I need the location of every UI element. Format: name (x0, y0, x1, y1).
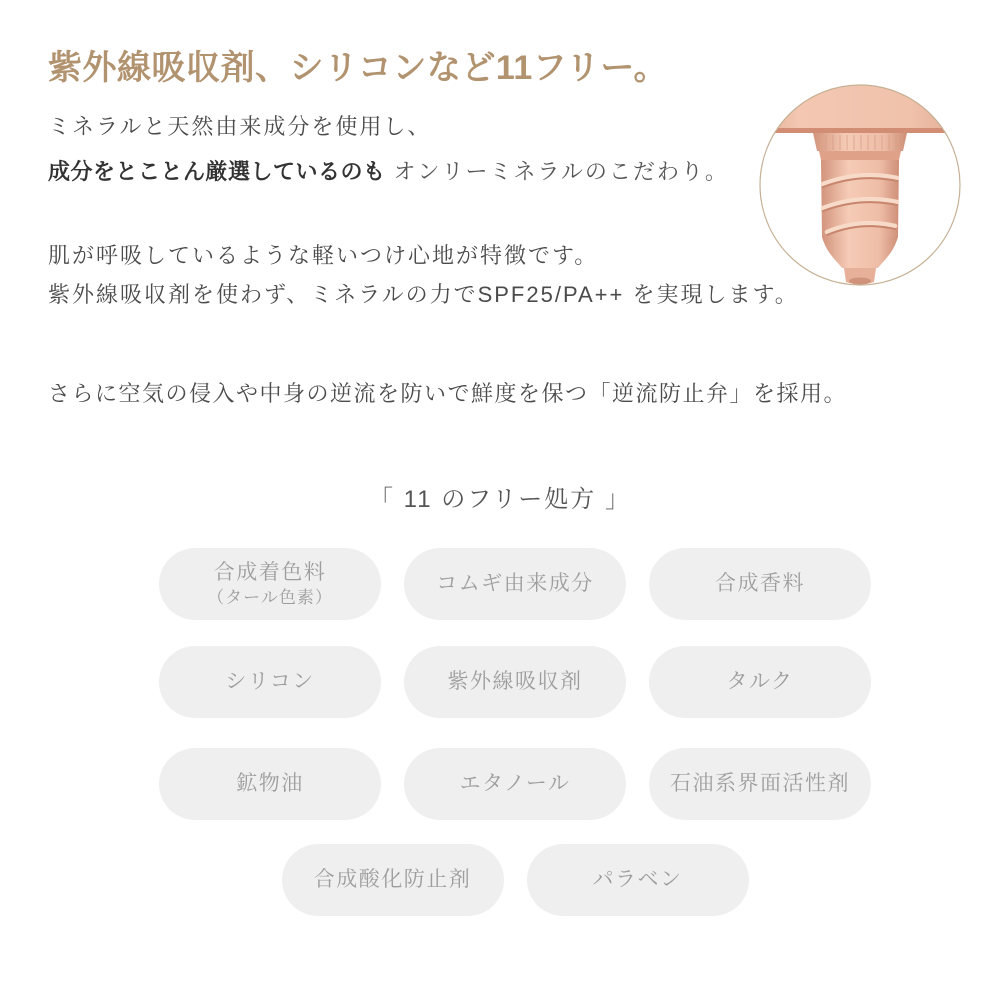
badge-uv-absorber (404, 646, 626, 718)
free-badges-grid (15, 548, 1000, 916)
badge-sublabel: （タール色素） (207, 587, 333, 607)
page-title: 紫外線吸収剤、シリコンなど11フリー。 (48, 49, 669, 87)
badge-row-3 (15, 748, 1000, 820)
feature-line1: 肌が呼吸しているような軽いつけ心地が特徴です。 (48, 243, 599, 268)
badge-label: 鉱物油 (236, 771, 304, 795)
feature-line2: 紫外線吸収剤を使わず、ミネラルの力でSPF25/PA++ を実現します。 (48, 282, 799, 307)
badge-mineral-oil (159, 748, 381, 820)
badge-petroleum-surfactant (649, 748, 871, 820)
badge-talc (649, 646, 871, 718)
badge-ethanol (404, 748, 626, 820)
intro-paragraph (48, 104, 729, 194)
badge-row-4 (15, 844, 1000, 916)
badge-synthetic-antioxidant (282, 844, 504, 916)
feature-paragraph (48, 236, 799, 314)
badge-label: シリコン (225, 669, 315, 693)
badge-label: タルク (726, 669, 794, 693)
badge-label: コムギ由来成分 (436, 571, 594, 595)
intro-line1: ミネラルと天然由来成分を使用し、 (48, 114, 432, 139)
badge-synthetic-fragrance (649, 548, 871, 620)
intro-line2-emphasis: 成分をとことん厳選しているのも (48, 159, 386, 184)
badge-row-1 (15, 548, 1000, 620)
badge-row-2 (15, 646, 1000, 718)
valve-note: さらに空気の侵入や中身の逆流を防いで鮮度を保つ「逆流防止弁」を採用。 (48, 381, 848, 406)
free-section-heading: 「 11 のフリー処方 」 (369, 486, 631, 513)
badge-label: 石油系界面活性剤 (670, 771, 850, 795)
badge-label: エタノール (459, 771, 571, 795)
badge-label: パラベン (592, 867, 683, 891)
badge-silicone (159, 646, 381, 718)
badge-label: 合成酸化防止剤 (313, 867, 472, 891)
badge-label: 紫外線吸収剤 (447, 669, 583, 693)
badge-label: 合成香料 (715, 571, 805, 595)
badge-wheat-derived-ingredient (404, 548, 626, 620)
badge-paraben (527, 844, 749, 916)
badge-synthetic-colorant (159, 548, 381, 620)
intro-line2-rest: オンリーミネラルのこだわり。 (393, 159, 729, 184)
badge-label: 合成着色料 (213, 561, 327, 585)
